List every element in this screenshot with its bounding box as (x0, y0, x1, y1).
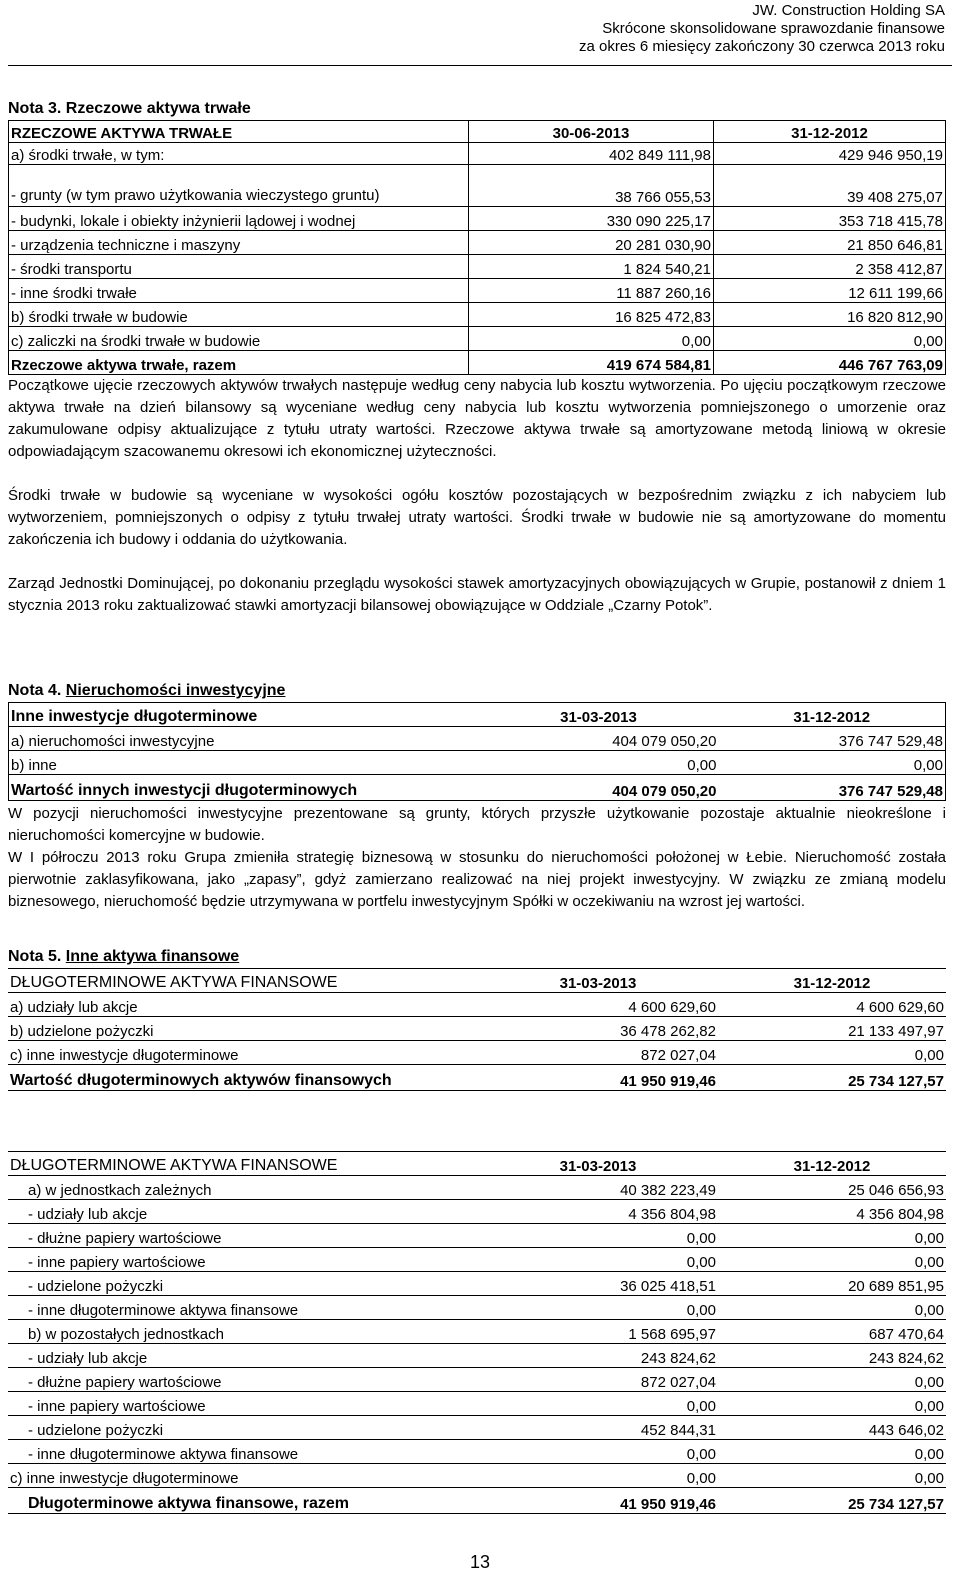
value-2013: 0,00 (478, 1464, 718, 1488)
row-label: - udziały lub akcje (8, 1344, 478, 1368)
header-cell: 31-12-2012 (714, 121, 946, 143)
value-2013: 0,00 (478, 1440, 718, 1464)
nota4-table (8, 702, 946, 801)
value-2013: 0,00 (469, 327, 714, 351)
row-label: - inne długoterminowe aktywa finansowe (8, 1440, 478, 1464)
row-label: - dłużne papiery wartościowe (8, 1368, 478, 1392)
row-label: - udzielone pożyczki (8, 1416, 478, 1440)
nota5-title (8, 946, 946, 968)
value-2012: 21 133 497,97 (718, 1017, 946, 1041)
table-total-row (9, 351, 946, 375)
table-row (9, 327, 946, 351)
table-row (8, 1296, 946, 1320)
row-label: - urządzenia techniczne i maszyny (9, 231, 469, 255)
table-row (9, 751, 946, 775)
row-label: - grunty (w tym prawo użytkowania wieczystego gruntu) (9, 165, 469, 207)
value-2013: 402 849 111,98 (469, 143, 714, 165)
nota3-paragraph: Środki trwałe w budowie są wyceniane w wysokości ogółu kosztów pozostających w bezpośrednim związku z ich nabyciem lub wytworzeniem, pomniejszonych o odpisy z tytułu trwałej utraty wartości. Środki trwałe w budowie nie są amortyzowane do momentu zakończenia ich budowy i oddania do użytkowania. (8, 487, 946, 548)
row-label: a) środki trwałe, w tym: (9, 143, 469, 165)
header-cell: 31-03-2013 (478, 969, 718, 993)
value-2012: 4 600 629,60 (718, 993, 946, 1017)
table-row (8, 1344, 946, 1368)
header-cell: 31-03-2013 (478, 1152, 718, 1176)
nota3-paragraph: Początkowe ujęcie rzeczowych aktywów trwałych następuje według ceny nabycia lub kosztu wytworzenia. Po ujęciu początkowym rzeczowe aktywa trwałe na dzień bilansowy są wyceniane według ceny nabycia lub kosztu wytworzenia pomniejszonego o umorzenie oraz zakumulowane odpisy aktualizujące z tytułu utraty wartości. Rzeczowe aktywa trwałe są amortyzowane metodą liniową w okresie odpowiadającym szacowanemu okresowi ich ekonomicznej użyteczności. (8, 377, 946, 460)
report-header (0, 2, 945, 56)
value-2013: 36 478 262,82 (478, 1017, 718, 1041)
nota4-title (8, 680, 946, 702)
row-label: - inne papiery wartościowe (8, 1248, 478, 1272)
value-2012: 2 358 412,87 (714, 255, 946, 279)
value-2013: 0,00 (478, 1392, 718, 1416)
row-label: b) inne (9, 751, 479, 775)
row-label: - udziały lub akcje (8, 1200, 478, 1224)
value-2013: 0,00 (478, 1248, 718, 1272)
header-cell: 31-12-2012 (719, 703, 946, 727)
nota4-heading: Nieruchomości inwestycyjne (65, 682, 286, 699)
value-2013: 4 600 629,60 (478, 993, 718, 1017)
row-label: - środki transportu (9, 255, 469, 279)
value-2012: 16 820 812,90 (714, 303, 946, 327)
table-row (9, 165, 946, 207)
table-row (8, 1416, 946, 1440)
row-label: Długoterminowe aktywa finansowe, razem (8, 1488, 478, 1514)
table-row (9, 207, 946, 231)
row-label: b) środki trwałe w budowie (9, 303, 469, 327)
header-rule (8, 65, 952, 66)
value-2013: 872 027,04 (478, 1368, 718, 1392)
row-label: a) udziały lub akcje (8, 993, 478, 1017)
row-label: Rzeczowe aktywa trwałe, razem (9, 351, 469, 375)
nota5-table-2 (8, 1151, 946, 1514)
value-2013: 452 844,31 (478, 1416, 718, 1440)
value-2013: 1 824 540,21 (469, 255, 714, 279)
nota5-section (8, 946, 946, 1514)
table-row (9, 303, 946, 327)
row-label: c) zaliczki na środki trwałe w budowie (9, 327, 469, 351)
header-cell: RZECZOWE AKTYWA TRWAŁE (9, 121, 469, 143)
value-2013: 0,00 (479, 751, 719, 775)
value-2013: 41 950 919,46 (478, 1065, 718, 1091)
table-total-row (8, 1065, 946, 1091)
value-2012: 0,00 (718, 1248, 946, 1272)
table-row (8, 1176, 946, 1200)
table-row (8, 1368, 946, 1392)
table-total-row (8, 1488, 946, 1514)
value-2012: 376 747 529,48 (719, 775, 946, 801)
row-label: - inne długoterminowe aktywa finansowe (8, 1296, 478, 1320)
header-cell: 31-03-2013 (479, 703, 719, 727)
nota3-title: Nota 3. Rzeczowe aktywa trwałe (8, 100, 251, 117)
value-2013: 20 281 030,90 (469, 231, 714, 255)
nota5-heading: Inne aktywa finansowe (65, 948, 240, 965)
value-2012: 39 408 275,07 (714, 165, 946, 207)
value-2012: 25 046 656,93 (718, 1176, 946, 1200)
header-cell: 31-12-2012 (718, 969, 946, 993)
row-label: a) nieruchomości inwestycyjne (9, 727, 479, 751)
table-header-row (8, 969, 946, 993)
row-label: Wartość innych inwestycji długoterminowych (9, 775, 479, 801)
row-label: - inne papiery wartościowe (8, 1392, 478, 1416)
value-2013: 0,00 (478, 1224, 718, 1248)
table-row (8, 1224, 946, 1248)
value-2013: 872 027,04 (478, 1041, 718, 1065)
table-row (8, 1320, 946, 1344)
value-2012: 20 689 851,95 (718, 1272, 946, 1296)
value-2012: 446 767 763,09 (714, 351, 946, 375)
value-2013: 404 079 050,20 (479, 727, 719, 751)
value-2012: 0,00 (718, 1440, 946, 1464)
value-2012: 0,00 (718, 1368, 946, 1392)
nota4-paragraph: W pozycji nieruchomości inwestycyjne prezentowane są grunty, których przyszłe użytkowanie pozostaje aktualnie nieokreślone i nieruchomości komercyjne w budowie. (8, 805, 946, 844)
value-2013: 330 090 225,17 (469, 207, 714, 231)
value-2013: 11 887 260,16 (469, 279, 714, 303)
company-name: JW. Construction Holding SA (752, 2, 945, 19)
row-label: c) inne inwestycje długoterminowe (8, 1041, 478, 1065)
value-2012: 21 850 646,81 (714, 231, 946, 255)
row-label: c) inne inwestycje długoterminowe (8, 1464, 478, 1488)
nota4-number: Nota 4. (8, 682, 62, 699)
value-2012: 12 611 199,66 (714, 279, 946, 303)
table-row (9, 727, 946, 751)
row-label: Wartość długoterminowych aktywów finansowych (8, 1065, 478, 1091)
value-2013: 1 568 695,97 (478, 1320, 718, 1344)
nota4-paragraph: W I półroczu 2013 roku Grupa zmieniła strategię biznesową w stosunku do nieruchomości położonej w Łebie. Nieruchomość została pierwotnie zaklasyfikowana, jako „zapasy”, gdyż zamierzano realizować na niej projekt inwestycyjny. W związku ze zmianą modelu biznesowego, nieruchomość będzie utrzymywana w portfelu inwestycyjnym Spółki w oczekiwaniu na wzrost jej wartości. (8, 849, 946, 910)
value-2013: 36 025 418,51 (478, 1272, 718, 1296)
table-row (8, 1017, 946, 1041)
header-cell: 30-06-2013 (469, 121, 714, 143)
value-2012: 0,00 (718, 1296, 946, 1320)
header-cell: DŁUGOTERMINOWE AKTYWA FINANSOWE (8, 969, 478, 993)
value-2013: 16 825 472,83 (469, 303, 714, 327)
table-header-row (9, 703, 946, 727)
value-2013: 38 766 055,53 (469, 165, 714, 207)
row-label: b) udzielone pożyczki (8, 1017, 478, 1041)
report-title: Skrócone skonsolidowane sprawozdanie finansowe (602, 20, 945, 37)
table-row (8, 1200, 946, 1224)
nota3-paragraph: Zarząd Jednostki Dominującej, po dokonaniu przeglądu wysokości stawek amortyzacyjnych obowiązujących w Grupie, postanowił z dniem 1 stycznia 2013 roku zaktualizować stawki amortyzacji bilansowej obowiązujące w Oddziale „Czarny Potok”. (8, 575, 946, 614)
header-cell: Inne inwestycje długoterminowe (9, 703, 479, 727)
value-2013: 419 674 584,81 (469, 351, 714, 375)
table-row (9, 231, 946, 255)
value-2012: 0,00 (718, 1392, 946, 1416)
table-row (8, 1440, 946, 1464)
row-label: - budynki, lokale i obiekty inżynierii lądowej i wodnej (9, 207, 469, 231)
value-2012: 243 824,62 (718, 1344, 946, 1368)
nota4-section (8, 680, 946, 913)
value-2012: 0,00 (714, 327, 946, 351)
table-row (9, 279, 946, 303)
table-header-row (8, 1152, 946, 1176)
nota3-section (8, 98, 946, 617)
row-label: - dłużne papiery wartościowe (8, 1224, 478, 1248)
report-period: za okres 6 miesięcy zakończony 30 czerwca 2013 roku (578, 38, 945, 55)
value-2012: 353 718 415,78 (714, 207, 946, 231)
value-2012: 429 946 950,19 (714, 143, 946, 165)
value-2013: 243 824,62 (478, 1344, 718, 1368)
value-2013: 404 079 050,20 (479, 775, 719, 801)
nota3-table (8, 120, 946, 375)
value-2012: 0,00 (718, 1041, 946, 1065)
header-cell: DŁUGOTERMINOWE AKTYWA FINANSOWE (8, 1152, 478, 1176)
value-2013: 40 382 223,49 (478, 1176, 718, 1200)
value-2012: 687 470,64 (718, 1320, 946, 1344)
nota5-number: Nota 5. (8, 948, 62, 965)
value-2013: 4 356 804,98 (478, 1200, 718, 1224)
value-2012: 0,00 (719, 751, 946, 775)
nota5-table-1 (8, 968, 946, 1091)
row-label: a) w jednostkach zależnych (8, 1176, 478, 1200)
value-2013: 41 950 919,46 (478, 1488, 718, 1514)
table-header-row (9, 121, 946, 143)
value-2012: 0,00 (718, 1224, 946, 1248)
row-label: - inne środki trwałe (9, 279, 469, 303)
table-total-row (9, 775, 946, 801)
table-row (8, 1041, 946, 1065)
value-2012: 0,00 (718, 1464, 946, 1488)
page-number: 13 (469, 1552, 491, 1572)
value-2012: 4 356 804,98 (718, 1200, 946, 1224)
value-2012: 376 747 529,48 (719, 727, 946, 751)
value-2013: 0,00 (478, 1296, 718, 1320)
row-label: b) w pozostałych jednostkach (8, 1320, 478, 1344)
value-2012: 25 734 127,57 (718, 1065, 946, 1091)
table-row (8, 1392, 946, 1416)
header-cell: 31-12-2012 (718, 1152, 946, 1176)
row-label: - udzielone pożyczki (8, 1272, 478, 1296)
table-row (9, 143, 946, 165)
table-row (8, 1464, 946, 1488)
value-2012: 25 734 127,57 (718, 1488, 946, 1514)
table-row (9, 255, 946, 279)
table-row (8, 993, 946, 1017)
table-row (8, 1272, 946, 1296)
value-2012: 443 646,02 (718, 1416, 946, 1440)
table-row (8, 1248, 946, 1272)
